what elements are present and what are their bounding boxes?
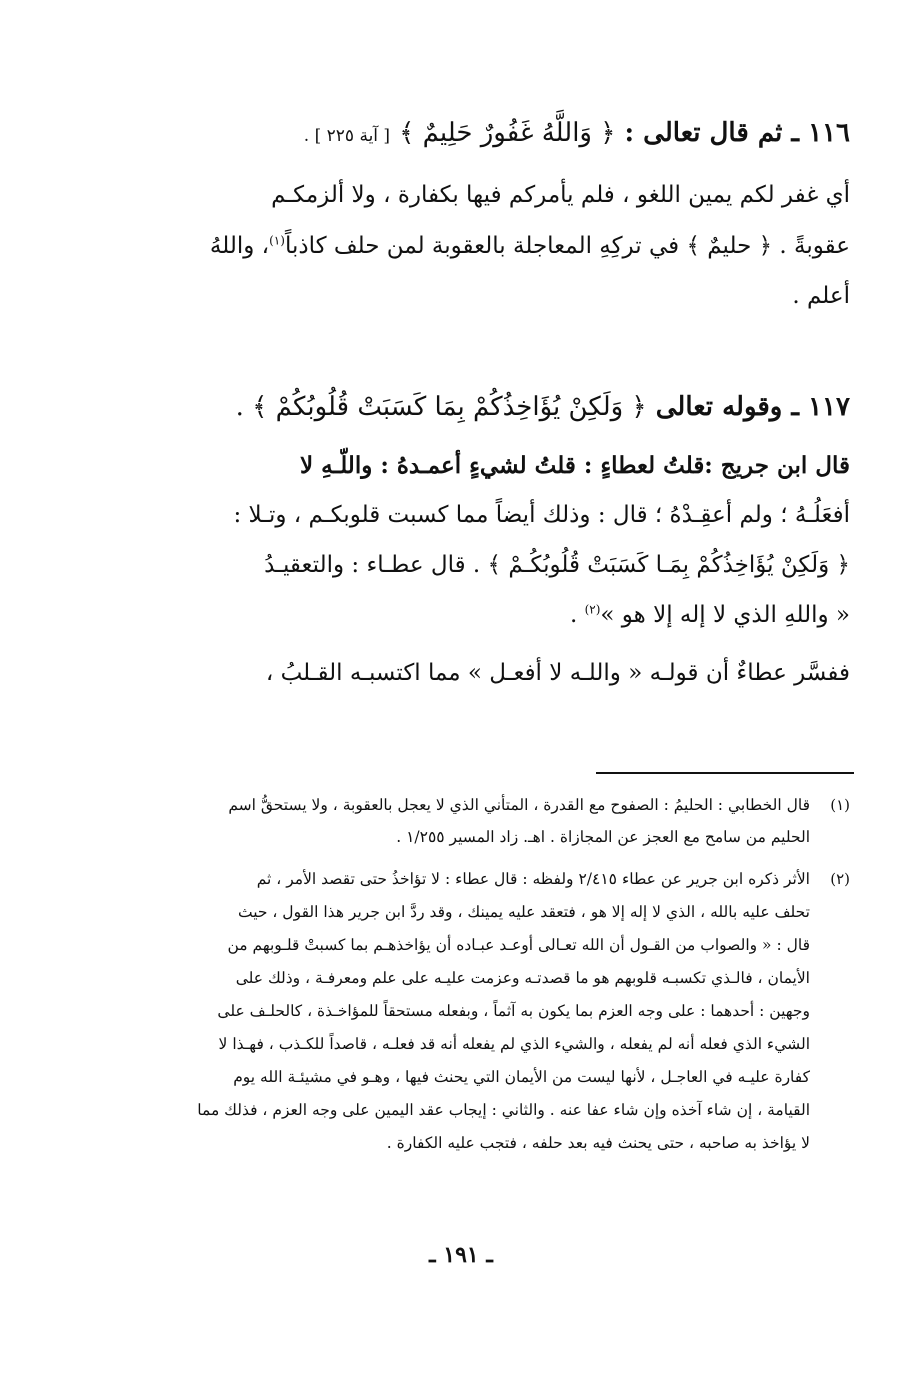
- entry-117-heading: [105, 392, 850, 422]
- footnote-2-mark: (٢): [830, 870, 850, 888]
- entry-117-para1-line-4-end: .: [569, 602, 585, 628]
- footnote-2-line-5: وجهين : أحدهما : على وجه العزم بما يكون به آثماً ، وبفعله مستحقاً للمؤاخـذة ، كالحلـف على: [217, 1002, 810, 1020]
- entry-116-lead: ـ ثم قال تعالى :: [624, 118, 800, 148]
- entry-117-para2: ففسَّر عطاءٌ أن قولـه « واللـه لا أفعـل » مما اكتسبـه القـلبُ ،: [265, 660, 850, 686]
- entry-116-line-2-text: عقوبةً . ﴿ حليمٌ ﴾ في تركِهِ المعاجلة بالعقوبة لمن حلف كاذباً: [284, 233, 850, 259]
- entry-117-lead: ـ وقوله تعالى: [655, 392, 800, 422]
- footnote-ref-1: (١): [269, 233, 285, 248]
- footnote-1-line-2: الحليم من سامح مع العجز عن المجازاة . اهـ. زاد المسير ١/٢٥٥ .: [396, 828, 810, 846]
- footnote-2-line-2: تحلف عليه بالله ، الذي لا إله إلا هو ، فتعقد عليه يمينك ، وقد ردَّ ابن جرير هذا القول ، حيث: [237, 903, 810, 921]
- footnote-1-mark: (١): [830, 796, 850, 814]
- entry-116-line-2: [105, 233, 850, 259]
- footnote-2-line-9: لا يؤاخذ به صاحبه ، حتى يحنث فيه بعد حلفه ، فتجب عليه الكفارة .: [386, 1134, 810, 1152]
- entry-117-verse: ﴿ وَلَكِنْ يُؤَاخِذُكُمْ بِمَا كَسَبَتْ قُلُوبُكُمْ ﴾ .: [235, 392, 647, 422]
- entry-117-para1-line-1: قال ابن جريج :قلتُ لعطاءٍ : قلتُ لشيءٍ أعمـدهُ : واللّـهِ لا: [300, 452, 850, 479]
- footnote-1-line-1: [105, 796, 850, 814]
- footnote-2-line-1: [105, 870, 850, 888]
- page-number: ـ ١٩١ ـ: [429, 1242, 493, 1268]
- footnote-2-line-6: الشيء الذي فعله أنه لم يفعله ، والشيء الذي لم يفعله أنه قد فعلـه ، قاصداً للكـذب ، فهـذا لا: [218, 1035, 810, 1053]
- entry-117-para1-line-4: [105, 602, 850, 628]
- footnote-2-line-4: الأيمان ، فالـذي تكسبـه قلوبهم هو ما قصدتـه وعزمت عليـه على علم ومعرفـة ، وذلك على: [235, 969, 810, 987]
- footnote-2-line-7: كفارة عليـه في العاجـل ، لأنها ليست من الأيمان التي يحنث فيها ، وهـو في مشيئـة الله يوم: [233, 1068, 810, 1086]
- footnote-1-text-1: قال الخطابي : الحليمُ : الصفوح مع القدرة ، المتأني الذي لا يعجل بالعقوبة ، ولا يستحقُّ اسم: [228, 796, 810, 814]
- footnote-2-line-8: القيامة ، إن شاء آخذه وإن شاء عفا عنه . والثاني : إيجاب عقد اليمين على وجه العزم ، فذلك مما: [197, 1101, 810, 1119]
- entry-116-ref: [ آية ٢٢٥ ] .: [303, 126, 391, 146]
- entry-117-para1-line-3: ﴿ وَلَكِنْ يُؤَاخِذُكُمْ بِمَـا كَسَبَتْ قُلُوبُكُـمْ ﴾ . قال عطـاء : والتعقيـدُ: [264, 552, 850, 578]
- entry-116-line-3: أعلم .: [792, 283, 850, 309]
- entry-116-verse: ﴿ وَاللَّهُ غَفُورٌ حَلِيمٌ ﴾: [399, 118, 616, 148]
- footnote-separator: [596, 772, 854, 774]
- footnote-ref-2: (٢): [584, 602, 601, 617]
- footnote-2-line-3: قال : « والصواب من القـول أن الله تعـالى أوعـد عبـاده أن يؤاخذهـم بما كسبتْ قلـوبهم من: [227, 936, 810, 954]
- entry-116-line-2-end: ، واللهُ: [209, 233, 270, 259]
- footnote-2-text-1: الأثر ذكره ابن جرير عن عطاء ٢/٤١٥ ولفظه : قال عطاء : لا تؤاخذُ حتى تقصد الأمر ، ثم: [256, 870, 810, 888]
- entry-116-number: ١١٦: [808, 118, 850, 148]
- entry-117-number: ١١٧: [808, 392, 850, 422]
- entry-116-line-1: أي غفر لكم يمين اللغو ، فلم يأمركم فيها بكفارة ، ولا ألزمكـم: [271, 182, 850, 208]
- entry-117-para1-line-2: أفعَلُـهُ ؛ ولم أعقِـدْهُ ؛ قال : وذلك أيضاً مما كسبت قلوبكـم ، وتـلا :: [233, 502, 850, 528]
- entry-117-para1-line-4-text: « واللهِ الذي لا إله إلا هو »: [600, 602, 850, 628]
- entry-116-heading: [105, 118, 850, 148]
